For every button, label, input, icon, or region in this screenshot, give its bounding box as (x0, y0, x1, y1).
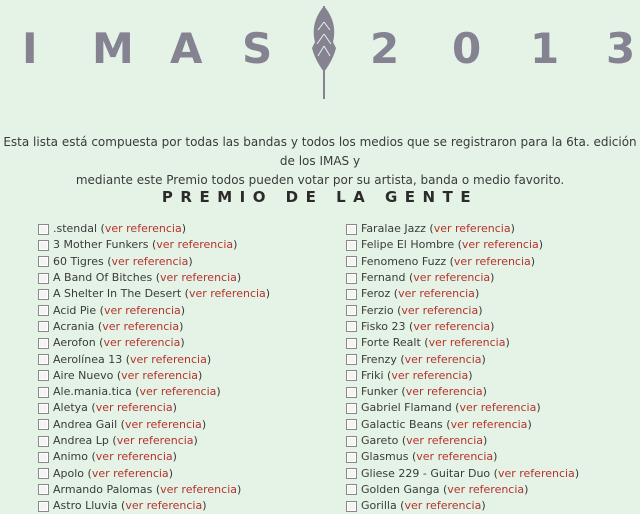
vote-item: Aletya ( ver referencia ) (38, 400, 338, 416)
ver-referencia-link[interactable]: ver referencia (401, 303, 479, 317)
vote-checkbox[interactable] (346, 436, 357, 447)
ver-referencia-link[interactable]: ver referencia (124, 417, 202, 431)
ver-referencia-link[interactable]: ver referencia (413, 319, 491, 333)
intro-line: Esta lista está compuesta por todas las bandas y todos los medios que se registraron para la 6ta. edición de los IMAS y (3, 135, 637, 168)
ver-referencia-link[interactable]: ver referencia (398, 287, 475, 301)
vote-item: A Band Of Bitches ( ver referencia ) (38, 270, 338, 286)
vote-item: Fernand ( ver referencia ) (346, 270, 640, 286)
vote-checkbox[interactable] (346, 468, 357, 479)
vote-item-name: .stendal (53, 222, 98, 236)
vote-checkbox[interactable] (38, 338, 49, 349)
vote-checkbox[interactable] (38, 289, 49, 300)
vote-item: Apolo ( ver referencia ) (38, 465, 338, 481)
vote-checkbox[interactable] (38, 224, 49, 235)
vote-checkbox[interactable] (38, 273, 49, 284)
ver-referencia-link[interactable]: ver referencia (160, 271, 237, 285)
ver-referencia-link[interactable]: ver referencia (497, 466, 575, 480)
vote-item-name: Andrea Lp (53, 434, 109, 447)
vote-item-name: Galactic Beans (361, 417, 443, 431)
vote-item: 60 Tigres ( ver referencia ) (38, 254, 338, 270)
vote-list-left (38, 221, 338, 514)
ver-referencia-link[interactable]: ver referencia (121, 368, 198, 382)
vote-item: Acrania ( ver referencia ) (38, 319, 338, 335)
vote-item: Friki ( ver referencia ) (346, 368, 640, 384)
vote-item: Faralae Jazz ( ver referencia ) (346, 221, 640, 237)
ver-referencia-link[interactable]: ver referencia (125, 499, 203, 513)
banner-letter: M (92, 24, 134, 73)
vote-checkbox[interactable] (38, 256, 49, 267)
vote-checkbox[interactable] (38, 452, 49, 463)
vote-item: Ale.mania.tica ( ver referencia ) (38, 384, 338, 400)
ver-referencia-link[interactable]: ver referencia (139, 385, 217, 399)
vote-checkbox[interactable] (346, 387, 357, 398)
vote-item: Gabriel Flamand ( ver referencia ) (346, 400, 640, 416)
vote-item-name: Faralae Jazz (361, 222, 426, 236)
ver-referencia-link[interactable]: ver referencia (404, 352, 482, 366)
vote-checkbox[interactable] (38, 354, 49, 365)
banner-letter: 2 (370, 24, 400, 73)
vote-checkbox[interactable] (38, 240, 49, 251)
ver-referencia-link[interactable]: ver referencia (188, 287, 266, 301)
vote-checkbox[interactable] (38, 305, 49, 316)
vote-item: Fisko 23 ( ver referencia ) (346, 319, 640, 335)
ver-referencia-link[interactable]: ver referencia (102, 319, 180, 333)
banner-letter: I (22, 24, 38, 73)
vote-item-name: Aire Nuevo (53, 368, 114, 382)
vote-checkbox[interactable] (346, 419, 357, 430)
banner-letter: S (242, 24, 273, 73)
ver-referencia-link[interactable]: ver referencia (160, 482, 237, 496)
ver-referencia-link[interactable]: ver referencia (428, 336, 506, 350)
vote-item: Frenzy ( ver referencia ) (346, 351, 640, 367)
vote-item-name: Acid Pie (53, 303, 97, 317)
ver-referencia-link[interactable]: ver referencia (104, 222, 182, 236)
vote-checkbox[interactable] (346, 484, 357, 495)
vote-checkbox[interactable] (38, 321, 49, 332)
vote-item-name: Animo (53, 450, 88, 464)
vote-item-name: Fernand (361, 271, 406, 285)
vote-checkbox[interactable] (346, 338, 357, 349)
vote-item-name: Gabriel Flamand (361, 401, 452, 415)
vote-item-name: A Band Of Bitches (53, 271, 153, 285)
ver-referencia-link[interactable]: ver referencia (103, 336, 181, 350)
vote-checkbox[interactable] (346, 240, 357, 251)
section-title: PREMIO DE LA GENTE (161, 188, 479, 206)
vote-item: Gareto ( ver referencia ) (346, 433, 640, 449)
vote-item: .stendal ( ver referencia ) (38, 221, 338, 237)
vote-checkbox[interactable] (346, 370, 357, 381)
vote-checkbox[interactable] (346, 305, 357, 316)
vote-checkbox[interactable] (346, 273, 357, 284)
vote-checkbox[interactable] (346, 224, 357, 235)
vote-item-name: Forte Realt (361, 336, 421, 350)
vote-item: Fenomeno Fuzz ( ver referencia ) (346, 254, 640, 270)
ver-referencia-link[interactable]: ver referencia (116, 434, 194, 447)
vote-checkbox[interactable] (346, 256, 357, 267)
ver-referencia-link[interactable]: ver referencia (413, 271, 491, 285)
ver-referencia-link[interactable]: ver referencia (91, 466, 169, 480)
vote-checkbox[interactable] (346, 403, 357, 414)
vote-item-name: Ferzio (361, 303, 394, 317)
vote-item-name: Felipe El Hombre (361, 238, 455, 252)
ver-referencia-link[interactable]: ver referencia (447, 482, 525, 496)
ver-referencia-link[interactable]: ver referencia (391, 368, 469, 382)
ver-referencia-link[interactable]: ver referencia (156, 238, 234, 252)
vote-item-name: Funker (361, 385, 398, 399)
vote-item-name: 60 Tigres (53, 254, 104, 268)
vote-item-name: Aerofon (53, 336, 96, 350)
intro-line: mediante este Premio todos pueden votar por su artista, banda o medio favorito. (75, 173, 565, 187)
vote-item: Acid Pie ( ver referencia ) (38, 302, 338, 318)
banner-letter: 3 (606, 24, 636, 73)
vote-checkbox[interactable] (38, 501, 49, 512)
banner (0, 0, 640, 100)
ver-referencia-link[interactable]: ver referencia (433, 222, 511, 236)
vote-checkbox[interactable] (38, 484, 49, 495)
vote-item: Gliese 229 - Guitar Duo ( ver referencia ) (346, 465, 640, 481)
ver-referencia-link[interactable]: ver referencia (459, 401, 537, 415)
vote-item-name: Fenomeno Fuzz (361, 254, 447, 268)
vote-item: 3 Mother Funkers ( ver referencia ) (38, 237, 338, 253)
ver-referencia-link[interactable]: ver referencia (95, 450, 173, 464)
vote-item-name: Aerolínea 13 (53, 352, 123, 366)
vote-item: Forte Realt ( ver referencia ) (346, 335, 640, 351)
vote-checkbox[interactable] (346, 452, 357, 463)
vote-item: Feroz ( ver referencia ) (346, 286, 640, 302)
intro-text (0, 133, 640, 190)
vote-checkbox[interactable] (38, 387, 49, 398)
vote-list-right (346, 221, 640, 514)
vote-item-name: Glasmus (361, 450, 409, 464)
vote-item: Aerolínea 13 ( ver referencia ) (38, 351, 338, 367)
vote-item-name: Apolo (53, 466, 85, 480)
vote-checkbox[interactable] (346, 501, 357, 512)
vote-item: Animo ( ver referencia ) (38, 449, 338, 465)
feather-icon (308, 4, 340, 100)
ver-referencia-link[interactable]: ver referencia (404, 499, 482, 513)
vote-checkbox[interactable] (346, 321, 357, 332)
ver-referencia-link[interactable]: ver referencia (103, 303, 181, 317)
vote-item-name: Acrania (53, 319, 95, 333)
vote-item: Aire Nuevo ( ver referencia ) (38, 368, 338, 384)
vote-item: Funker ( ver referencia ) (346, 384, 640, 400)
vote-item-name: Gareto (361, 434, 399, 447)
vote-checkbox[interactable] (38, 419, 49, 430)
ver-referencia-link[interactable]: ver referencia (453, 254, 531, 268)
vote-item-name: Golden Ganga (361, 482, 440, 496)
ver-referencia-link[interactable]: ver referencia (95, 401, 173, 415)
vote-item-name: Fisko 23 (361, 319, 406, 333)
ver-referencia-link[interactable]: ver referencia (450, 417, 528, 431)
vote-item: A Shelter In The Desert ( ver referencia ) (38, 286, 338, 302)
ver-referencia-link[interactable]: ver referencia (461, 238, 539, 252)
vote-item: Andrea Gail ( ver referencia ) (38, 417, 338, 433)
vote-checkbox[interactable] (38, 436, 49, 447)
vote-item-name: Astro Lluvia (53, 499, 118, 513)
vote-item: Armando Palomas ( ver referencia ) (38, 482, 338, 498)
vote-item: Gorilla ( ver referencia ) (346, 498, 640, 514)
vote-item: Andrea Lp ( ver referencia ) (38, 433, 338, 449)
vote-item: Galactic Beans ( ver referencia ) (346, 417, 640, 433)
vote-item-name: Andrea Gail (53, 417, 118, 431)
vote-item-name: Friki (361, 368, 384, 382)
banner-letter: 0 (452, 24, 482, 73)
ver-referencia-link[interactable]: ver referencia (130, 352, 207, 366)
vote-item-name: Frenzy (361, 352, 397, 366)
vote-item-name: Gorilla (361, 499, 397, 513)
vote-item: Aerofon ( ver referencia ) (38, 335, 338, 351)
banner-letter: 1 (530, 24, 560, 73)
ver-referencia-link[interactable]: ver referencia (416, 450, 494, 464)
vote-item-name: Armando Palomas (53, 482, 153, 496)
vote-item-name: Aletya (53, 401, 88, 415)
ver-referencia-link[interactable]: ver referencia (111, 254, 189, 268)
vote-checkbox[interactable] (346, 289, 357, 300)
vote-checkbox[interactable] (38, 468, 49, 479)
vote-item-name: Feroz (361, 287, 391, 301)
banner-letter: A (170, 24, 203, 73)
ver-referencia-link[interactable]: ver referencia (406, 434, 484, 447)
vote-item: Felipe El Hombre ( ver referencia ) (346, 237, 640, 253)
vote-item: Astro Lluvia ( ver referencia ) (38, 498, 338, 514)
vote-checkbox[interactable] (346, 354, 357, 365)
vote-item-name: 3 Mother Funkers (53, 238, 149, 252)
ver-referencia-link[interactable]: ver referencia (405, 385, 483, 399)
vote-item-name: Ale.mania.tica (53, 385, 132, 399)
vote-checkbox[interactable] (38, 370, 49, 381)
vote-item: Glasmus ( ver referencia ) (346, 449, 640, 465)
vote-item: Golden Ganga ( ver referencia ) (346, 482, 640, 498)
vote-item-name: Gliese 229 - Guitar Duo (361, 466, 491, 480)
vote-item: Ferzio ( ver referencia ) (346, 302, 640, 318)
vote-item-name: A Shelter In The Desert (53, 287, 182, 301)
vote-checkbox[interactable] (38, 403, 49, 414)
